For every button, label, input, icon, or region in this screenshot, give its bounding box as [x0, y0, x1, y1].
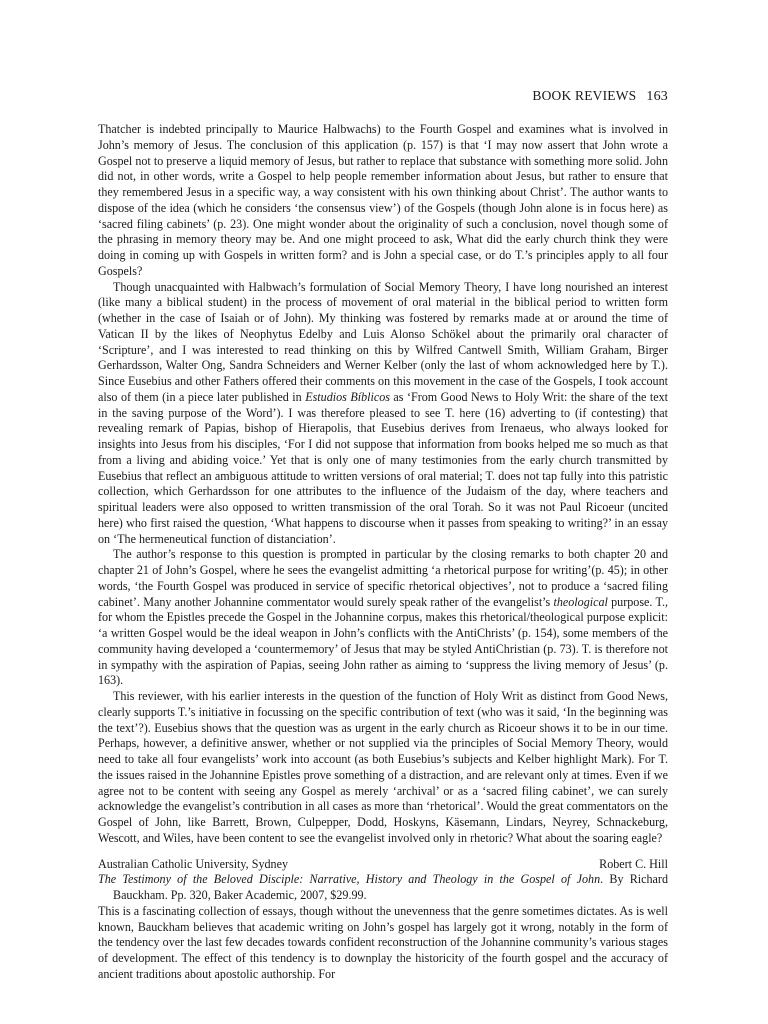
page-number: 163	[646, 89, 668, 104]
section-title: BOOK REVIEWS	[532, 88, 637, 103]
text-run: Though unacquainted with Halbwach’s formulation of Social Memory Theory, I have long nourished an interest (like many a biblical student) in the process of movement of oral material in the biblical period to written form (whether in the case of Isaiah or of John). My thinking was fostered by remarks made at or around the time of Vatican II by the likes of Neophytus Edelby and Luis Alonso Schökel about the primarily oral character of ‘Scripture’, and I was interested to read thinking on this by Wilfred Cantwell Smith, William Graham, Birger Gerhardsson, Walter Ong, Sandra Schneiders and Werner Kelber (only the last of whom acknowledged here by T.). Since Eusebius and other Fathers offered their comments on this movement in the case of the Gospels, I took account also of them (in a piece later published in	[98, 279, 668, 404]
review1-paragraph-2	[98, 280, 668, 548]
reviewer-name: Robert C. Hill	[599, 856, 668, 871]
text-run: The author’s response to this question is prompted in particular by the closing remarks to both chapter 20 and chapter 21 of John’s Gospel, where he sees the evangelist admitting ‘a rhetorical purpose for writing’(p. 45); in other words, ‘the Fourth Gospel was produced in service of specific rhetorical objectives’, not to produce a ‘sacred filing cabinet’. Many another Johannine commentator would surely speak rather of the evangelist’s	[98, 547, 668, 609]
text-run: Thatcher is indebted principally to Maurice Halbwachs) to the Fourth Gospel and examines what is involved in John’s memory of Jesus. The conclusion of this application (p. 157) is that ‘I may now assert that John wrote a Gospel not to preserve a liquid memory of Jesus, but rather to replace that substance with something more solid. John did not, in other words, write a Gospel to help people remember information about Jesus, but rather to ensure that they remembered Jesus in a specific way, a way consistent with his own thinking about Christ’. The author wants to dispose of the idea (which he considers ‘the consensus view’) of the Gospels (though John alone is in focus here) as ‘sacred filing cabinets’ (p. 23). One might wonder about the originality of such a conclusion, novel though some of the phrasing in memory theory may be. And one might proceed to ask, What did the early church think they were doing in coming up with Gospels in written form? and is John a special case, or do T.’s principles apply to all four Gospels?	[98, 122, 668, 278]
review1-paragraph-4	[98, 689, 668, 847]
book-details: . By Richard Bauckham. Pp. 320, Baker Academic, 2007, $29.99.	[113, 872, 669, 902]
text-run: This reviewer, with his earlier interests in the question of the function of Holy Writ as distinct from Good News, clearly supports T.’s initiative in focussing on the specific contribution of text (who was it said, ‘In the beginning was the text’?). Eusebius shows that the question was as urgent in the early church as Ricoeur shows it to be in our time. Perhaps, however, a definitive answer, whether or not supplied via the principles of Social Memory Theory, would need to take all four evangelists’ work into account (as both Eusebius’s subjects and Kelber highlight Mark). For T. the issues raised in the Johannine Epistles prove something of a distraction, and are relevant only at times. Even if we agree not to be content with seeing any Gospel as merely ‘archival’ or as a ‘sacred filing cabinet’, we can surely acknowledge the evangelist’s contribution in all cases as more than ‘rhetorical’. Would the great commentators on the Gospel of John, like Barrett, Brown, Culpepper, Dodd, Hoskyns, Käsemann, Lindars, Neyrey, Schnackeburg, Wescott, and Wiles, have been content to see the evangelist involved only in rhetoric? What about the soaring eagle?	[98, 689, 668, 845]
book-title: The Testimony of the Beloved Disciple: Narrative, History and Theology in the Gospel of John	[98, 872, 601, 887]
review2-paragraph-1	[98, 904, 668, 983]
reviewer-affiliation: Australian Catholic University, Sydney	[98, 856, 288, 871]
text-run: purpose. T., for whom the Epistles precede the Gospel in the Johannine corpus, makes this rhetorical/theological purpose explicit: ‘a written Gospel would be the ideal weapon in John’s conflicts with the AntiChrists’ (p. 154), some members of the community having developed a ‘countermemory’ of Jesus that may be styled AntiChristian (p. 73). T. is therefore not in sympathy with the aspiration of Papias, seeing John rather as aiming to ‘suppress the living memory of Jesus’ (p. 163).	[98, 594, 668, 688]
review-signoff	[98, 857, 668, 873]
review1-paragraph-1	[98, 122, 668, 280]
text-run: as ‘From Good News to Holy Writ: the share of the text in the saving purpose of the Word’). I was therefore pleased to see T. here (16) adverting to (if contesting) that revealing remark of Papias, bishop of Hierapolis, that Eusebius derives from Irenaeus, who always looked for insights into Jesus from his disciples, ‘For I did not suppose that information from books helped me so much as that from a living and abiding voice.’ Yet that is only one of many testimonies from the early church transmitted by Eusebius that reflect an ambiguous attitude to written versions of oral material; T. does not tap fully into this patristic collection, which Gerhardsson for one attributes to the influence of the Judaism of the day, where teachers and spiritual leaders were also opposed to written transmission of the oral Torah. So it was not Paul Ricoeur (uncited here) who first raised the question, ‘What happens to discourse when it passes from speaking to writing?’ in an essay on ‘The hermeneutical function of distanciation’.	[98, 389, 668, 546]
running-head	[532, 88, 668, 105]
review1-paragraph-3	[98, 547, 668, 689]
emphasis: theological	[553, 594, 608, 609]
text-run: This is a fascinating collection of essays, though without the unevenness that the genre sometimes dictates. As is well known, Bauckham believes that academic writing on John’s gospel has largely got it wrong, notably in the form of the tendency over the last few decades towards confident reconstruction of the Johannine community’s various stages of development. The effect of this tendency is to downplay the historicity of the fourth gospel and the accuracy of ancient traditions about apostolic authorship. For	[98, 903, 668, 981]
journal-title: Estudios Bíblicos	[305, 389, 390, 404]
book-citation	[98, 872, 668, 904]
review-body	[98, 122, 668, 983]
